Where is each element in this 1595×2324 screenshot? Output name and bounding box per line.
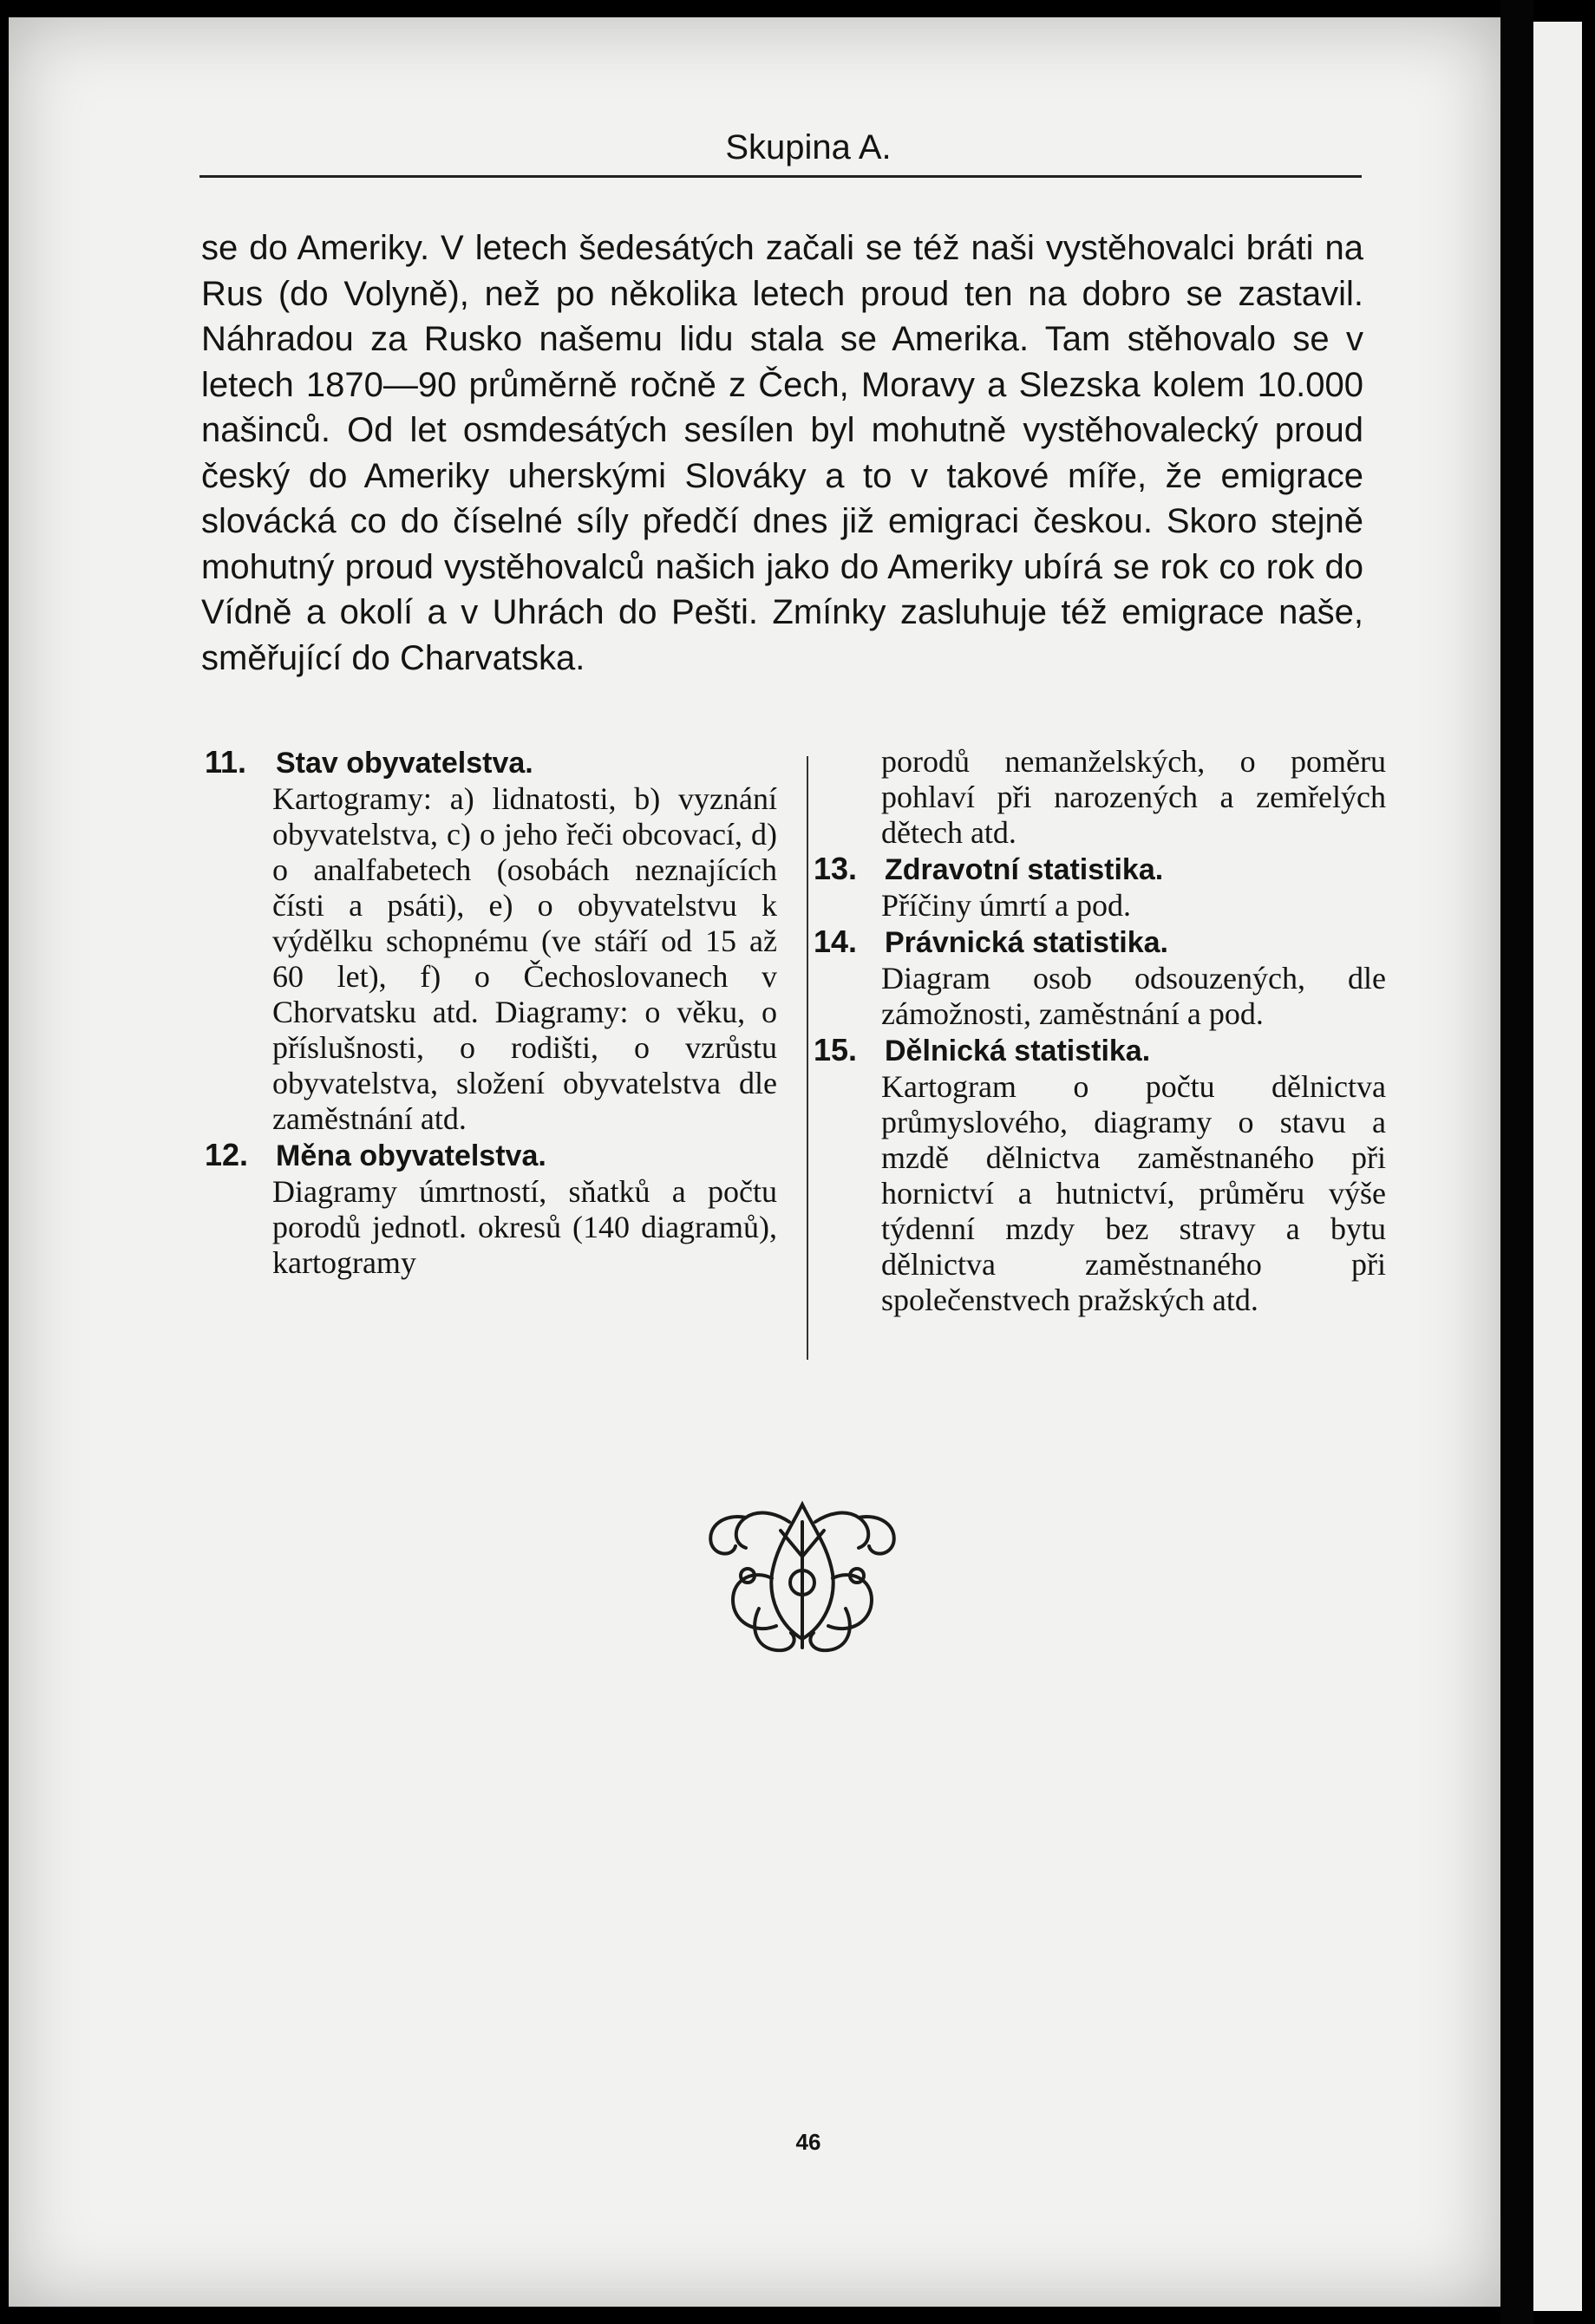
- entry-title: Zdravotní statistika.: [885, 853, 1164, 886]
- entry-14: [814, 924, 1386, 1032]
- binding-gap: [1500, 0, 1533, 2324]
- header-rule: [199, 175, 1362, 178]
- left-column: [205, 744, 777, 1281]
- next-page-edge: [1533, 22, 1582, 2311]
- entry-title: Právnická statistika.: [885, 926, 1168, 959]
- entry-text: Kartogramy: a) lidnatosti, b) vyznání obyvatelstva, c) o jeho řeči obcovací, d) o analfabetech (osobách neznajících čísti a psáti), e) o obyvatelstvu k výdělku schopnému (ve stáří od 15 až 60 let), f) o Čechoslovanech v Chorvatsku atd. Diagramy: o věku, o příslušnosti, o rodišti, o vzrůstu obyvatelstva, složení obyvatelstva dle zaměstnání atd.: [272, 781, 777, 1136]
- entry-text: porodů nemanželských, o poměru pohlaví při narozených a zemřelých dětech atd.: [881, 744, 1386, 850]
- entry-title: Dělnická statistika.: [885, 1035, 1151, 1067]
- entry-text: Diagramy úmrtností, sňatků a počtu porodů jednotl. okresů (140 diagramů), kartogramy: [272, 1174, 777, 1280]
- page-number: 46: [795, 2129, 821, 2155]
- entry-12: [205, 1137, 777, 1281]
- entry-title: Stav obyvatelstva.: [276, 747, 533, 780]
- running-head: Skupina A.: [725, 128, 892, 166]
- entry-number: 13.: [814, 851, 858, 886]
- entry-text: Příčiny úmrtí a pod.: [881, 888, 1131, 923]
- entry-15: [814, 1032, 1386, 1318]
- entry-text: Kartogram o počtu dělnictva průmyslového, diagramy o stavu a mzdě dělnictva zaměstnaného při hornictví a hutnictví, průměru výše týdenní mzdy bez stravy a bytu dělnictva zaměstnaného při společenstvech pražských atd.: [881, 1069, 1386, 1317]
- entry-11: [205, 744, 777, 1137]
- floral-ornament-icon: [694, 1496, 911, 1656]
- entry-number: 14.: [814, 924, 858, 959]
- entry-title: Měna obyvatelstva.: [276, 1139, 546, 1172]
- entry-13: [814, 851, 1386, 924]
- right-column: [814, 744, 1386, 1318]
- column-divider: [807, 756, 808, 1360]
- entry-text: Diagram osob odsouzených, dle zámožnosti, zaměstnání a pod.: [881, 961, 1386, 1031]
- entry-number: 11.: [205, 744, 247, 780]
- entry-12-continued: [814, 744, 1386, 851]
- book-page: [9, 17, 1500, 2307]
- entry-number: 12.: [205, 1137, 249, 1172]
- body-paragraph: se do Ameriky. V letech šedesátých začali se též naši vystěhovalci bráti na Rus (do Volyně), než po několika letech proud ten na dobro se zastavil. Náhradou za Rusko našemu lidu stala se Amerika. Tam stěhovalo se v letech 1870—90 průměrně ročně z Čech, Moravy a Slezska kolem 10.000 našinců. Od let osmdesátých sesílen byl mohutně vystěhovalecký proud český do Ameriky uherskými Slováky a to v takové míře, že emigrace slovácká co do číselné síly předčí dnes již emigraci českou. Skoro stejně mohutný proud vystěhovalců našich jako do Ameriky ubírá se rok co rok do Vídně a okolí a v Uhrách do Pešti. Zmínky zasluhuje též emigrace naše, směřující do Charvatska.: [201, 229, 1363, 677]
- entry-number: 15.: [814, 1032, 858, 1067]
